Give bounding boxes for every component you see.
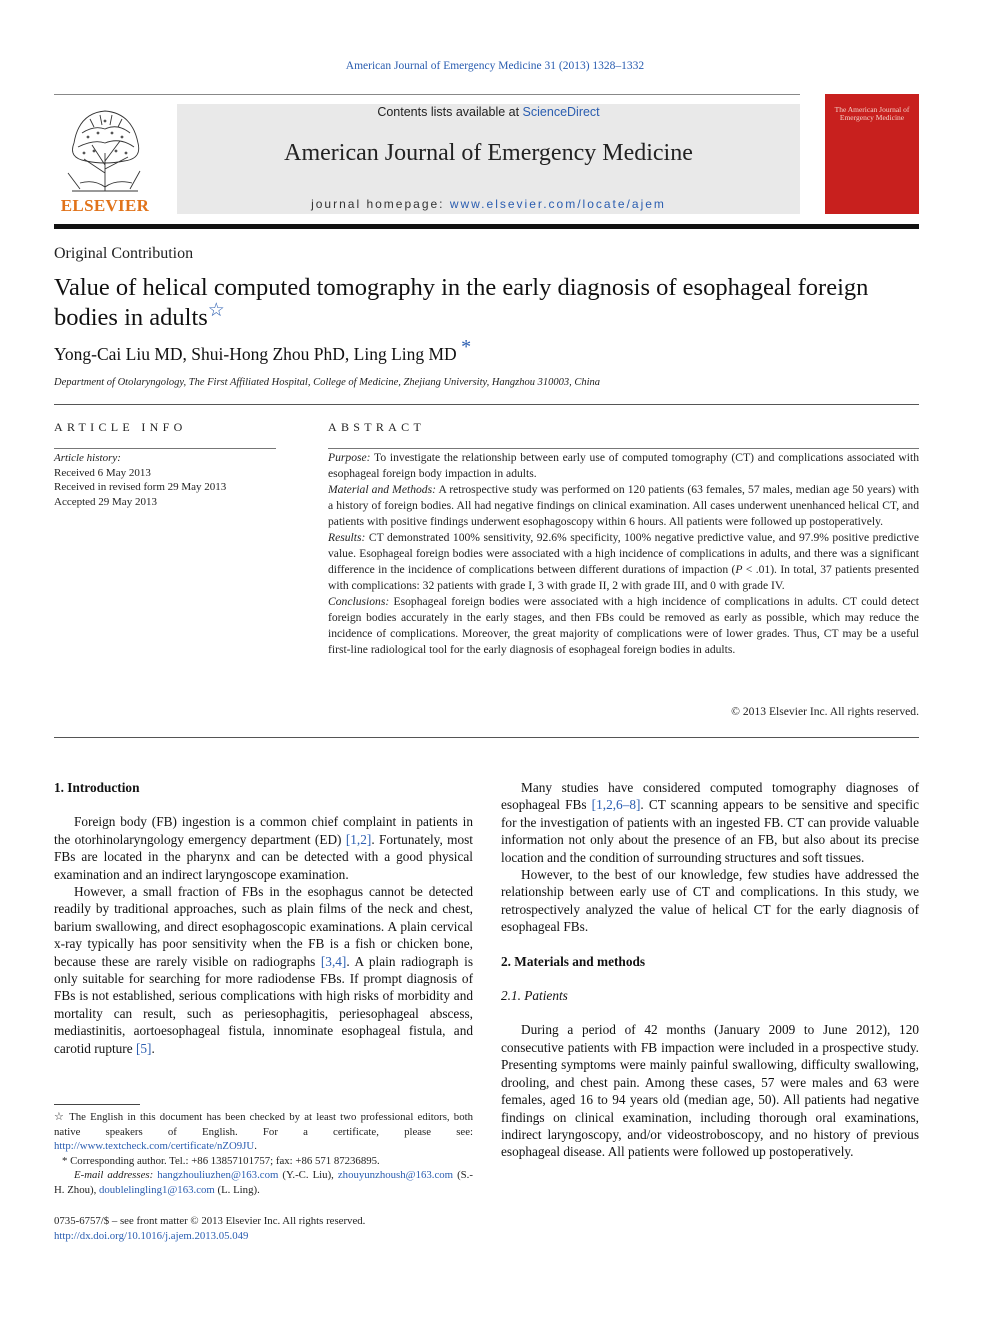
certificate-link[interactable]: http://www.textcheck.com/certificate/nZO9JU [54, 1140, 255, 1152]
abstract-heading: ABSTRACT [328, 420, 426, 434]
article-info-rule [54, 448, 276, 449]
journal-title: American Journal of Emergency Medicine [284, 140, 693, 166]
citation-link[interactable]: [1,2,6–8] [591, 797, 641, 813]
body-left-column [54, 779, 473, 1057]
sciencedirect-link[interactable]: ScienceDirect [522, 105, 600, 119]
footnotes [54, 1110, 473, 1197]
title-footnote-star[interactable]: ☆ [207, 299, 225, 321]
patients-subheading: 2.1. Patients [501, 988, 568, 1004]
citation-link[interactable]: [5] [135, 1040, 152, 1056]
abstract-results: Results: CT demonstrated 100% sensitivity, 92.6% specificity, 100% negative predictive value, and 97.9% positive predictive value. Esophageal foreign bodies were associated with a high incidence of complications in adults, and there was a significant difference in the incidence of complications between different durations of impaction (P < .01). In total, 37 patients presented with complications: 32 patients with grade I, 3 with grade II, 2 with grade III, and 0 with grade IV. [328, 531, 919, 592]
accepted-date: Accepted 29 May 2013 [54, 495, 157, 508]
article-history [54, 451, 284, 509]
email-link[interactable]: zhouyunzhoush@163.com [337, 1169, 454, 1181]
revised-date: Received in revised form 29 May 2013 [54, 481, 227, 493]
affiliation: Department of Otolaryngology, The First Affiliated Hospital, College of Medicine, Zhejiang University, Hangzhou 310003, China [54, 377, 601, 388]
article-type: Original Contribution [54, 245, 194, 262]
abstract-conclusions: Conclusions: Esophageal foreign bodies were associated with a high incidence of complications in adults. CT could detect foreign bodies accurately in the early stages, and then FBs could be removed as early as possible, which may reduce the incidence of complications. Moreover, the great majority of complications were of lower grades. Thus, CT may be a useful first-line radiological tool for the early diagnosis of esophageal foreign bodies in adults. [328, 595, 919, 656]
footnote-language: ☆ The English in this document has been checked by at least two professional editors, both native speakers of English. For a certificate, please see: http://www.textcheck.com/certificate/nZO9JU. [54, 1111, 474, 1152]
corresponding-author-mark[interactable]: * [461, 336, 472, 359]
article-info-heading: ARTICLE INFO [54, 420, 187, 434]
intro-paragraph: Foreign body (FB) ingestion is a common chief complaint in patients in the otorhinolaryngology emergency department (ED) [1,2]. Fortunately, most FBs are located in the pharynx and can be detected with a good physical examination and an indirect laryngoscope examination. [54, 814, 473, 882]
footnote-emails: E-mail addresses: hangzhouliuzhen@163.com (Y.-C. Liu), zhouyunzhoush@163.com (S.-H. Zhou), doublelingling1@163.com (L. Ling). [54, 1169, 473, 1196]
intro-paragraph: However, a small fraction of FBs in the esophagus cannot be detected readily by traditional approaches, such as plain films of the neck and chest, barium swallowing, and direct esophagoscopic examinations. A plain cervical x-ray typically has poor sensitivity when the FB is a fish or chicken bone, because these are rarely visible on radiographs [3,4]. A plain radiograph is only suitable for searching for more radiodense FBs. If prompt diagnosis of FBs is not established, serious complications with high risks of morbidity and mortality can result, such as periesophagitis, periesophageal abscess, mediastinitis, aortoesophageal fistula, innominate esophageal fistula, and carotid rupture [5]. [54, 884, 473, 1056]
citation-link[interactable]: [1,2] [345, 831, 372, 847]
abstract-copyright: © 2013 Elsevier Inc. All rights reserved. [731, 705, 919, 718]
body-paragraph: However, to the best of our knowledge, few studies have addressed the relationship between early use of CT and complications. In this study, we retrospectively analyzed the value of helical CT for the early diagnosis of esophageal FBs. [501, 867, 919, 935]
homepage-link[interactable]: www.elsevier.com/locate/ajem [449, 197, 666, 211]
article-title: Value of helical computed tomography in the early diagnosis of esophageal foreign bodies in adults☆ [54, 274, 869, 331]
elsevier-wordmark: ELSEVIER [60, 196, 150, 215]
cover-title: The American Journal of Emergency Medicine [834, 105, 910, 122]
contents-line: Contents lists available at ScienceDirect [377, 105, 600, 119]
citation-link[interactable]: [3,4] [320, 953, 347, 969]
header-thick-rule [54, 224, 919, 229]
abstract-rule [328, 448, 919, 449]
front-matter [54, 1214, 474, 1243]
abstract-purpose: Purpose: To investigate the relationship between early use of computed tomography (CT) and complications associated with esophageal foreign body impaction in adults. [328, 451, 919, 480]
journal-citation[interactable]: American Journal of Emergency Medicine 31 (2013) 1328–1332 [345, 60, 645, 72]
footnote-corresponding: * Corresponding author. Tel.: +86 13857101757; fax: +86 571 87236895. [62, 1154, 380, 1167]
divider [54, 737, 919, 738]
body-paragraph: Many studies have considered computed tomography diagnoses of esophageal FBs [1,2,6–8]. CT scanning appears to be sensitive and specific for the investigation of patients with an ingested FB. CT can provide valuable information not only about the presence of an FB, but also about its precise location and the condition of surrounding structures and soft tissues. [501, 780, 919, 865]
journal-homepage: journal homepage: www.elsevier.com/locate/ajem [311, 197, 666, 211]
issn-line: 0735-6757/$ – see front matter © 2013 Elsevier Inc. All rights reserved. [54, 1215, 366, 1227]
body-right-column [501, 779, 919, 1161]
abstract-body [328, 450, 919, 658]
history-label: Article history: [54, 452, 121, 464]
patients-paragraph: During a period of 42 months (January 2009 to June 2012), 120 consecutive patients with FB impaction were included in a prospective study. Presenting symptoms were mainly painful swallowing, difficulty swallowing, drooling, and chest pain. Among these cases, 57 were males and 63 were females, aged 16 to 94 years old (median age, 50). All patients had negative findings on clinical examination, including thorough oral examinations, indirect laryngoscopy, and/or videostroboscopy, and no history of previous esophageal disease. All patients were followed up postoperatively. [501, 1022, 919, 1160]
email-link[interactable]: doublelingling1@163.com [98, 1183, 215, 1196]
divider [54, 404, 919, 405]
received-date: Received 6 May 2013 [54, 466, 151, 479]
abstract-methods: Material and Methods: A retrospective study was performed on 120 patients (63 females, 57 males, median age 50 years) with a history of foreign bodies. All had negative findings on clinical examination. All cases underwent unenhanced helical CT, and patients with positive findings underwent esophagoscopy within 6 hours. All patients were followed up postoperatively. [328, 483, 919, 528]
email-link[interactable]: hangzhouliuzhen@163.com [157, 1169, 279, 1181]
doi-link[interactable]: http://dx.doi.org/10.1016/j.ajem.2013.05.049 [54, 1229, 249, 1242]
author-list: Yong-Cai Liu MD, Shui-Hong Zhou PhD, Ling Ling MD * [54, 336, 472, 364]
methods-heading: 2. Materials and methods [501, 953, 646, 969]
footnote-rule [54, 1104, 140, 1105]
header-top-rule [54, 94, 800, 95]
intro-heading: 1. Introduction [54, 780, 140, 795]
